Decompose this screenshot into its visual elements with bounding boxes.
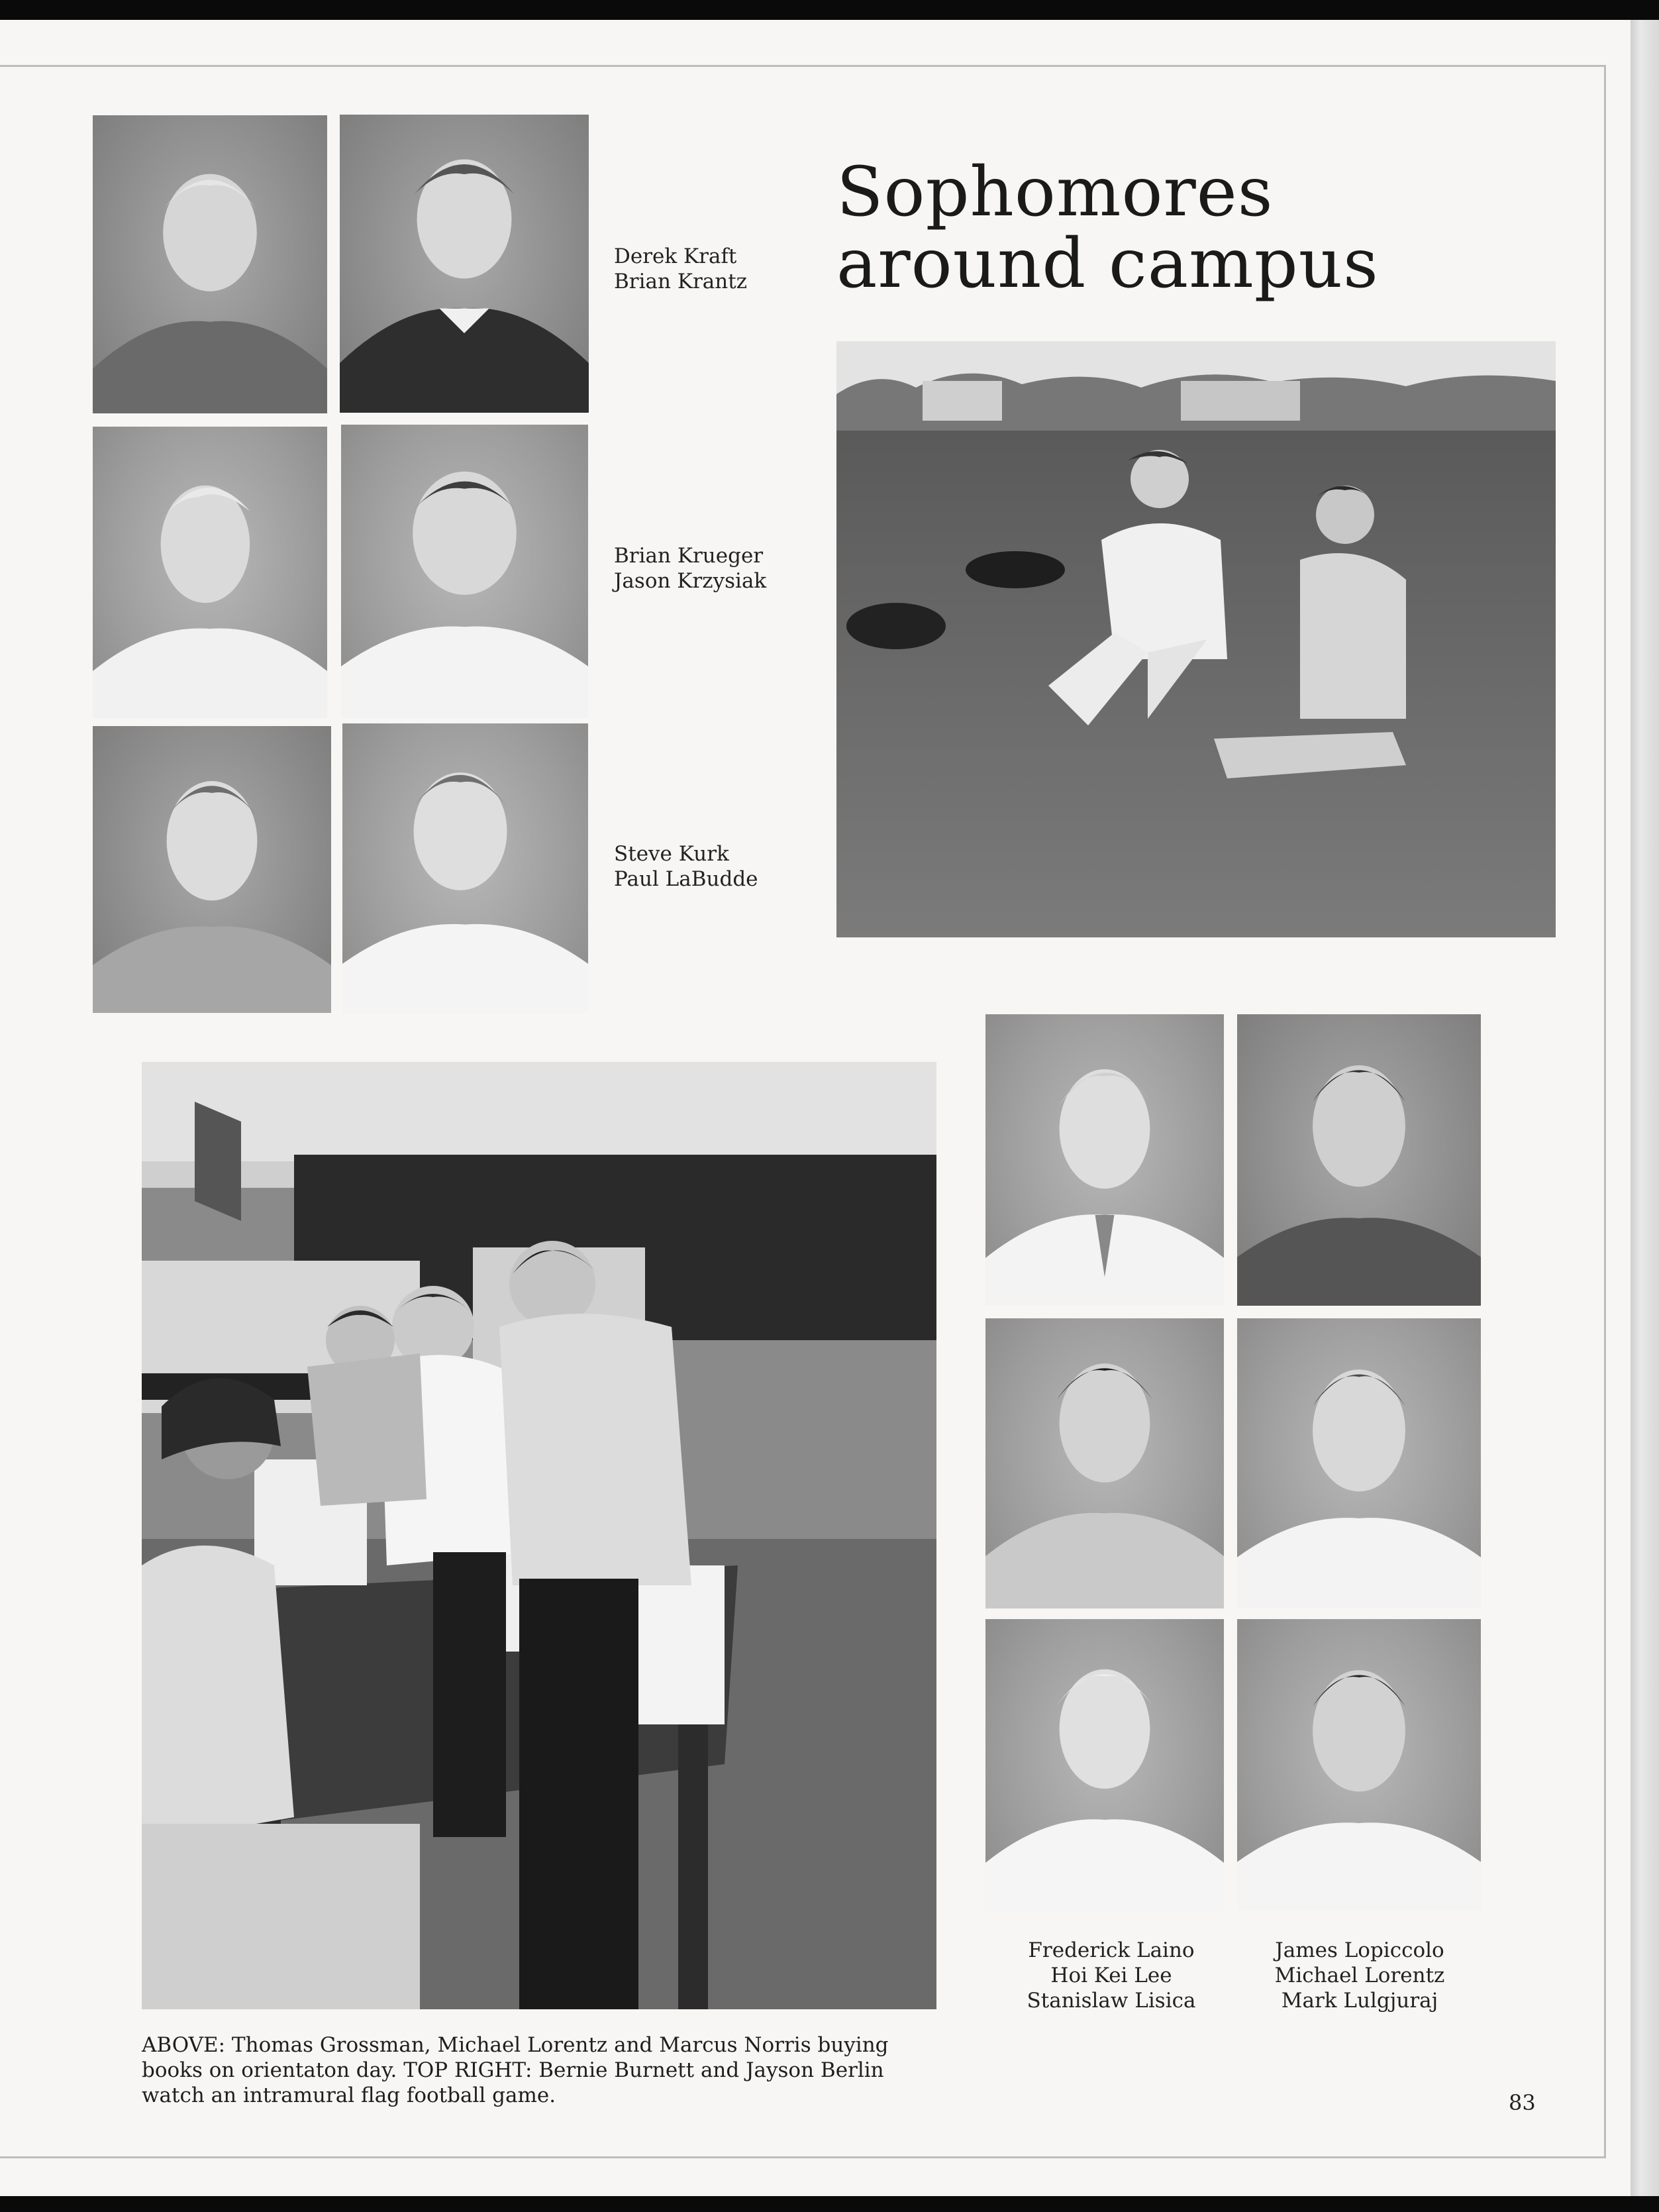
- portrait-photo: [1237, 1318, 1481, 1608]
- portrait-photo: [341, 425, 588, 718]
- page-number: 83: [1509, 2090, 1536, 2115]
- portrait-photo: [985, 1619, 1224, 1911]
- photo-caption: ABOVE: Thomas Grossman, Michael Lorentz and Marcus Norris buying books on orientaton day. TOP RIGHT: Bernie Burnett and Jayson Berlin watch an intramural flag football game.: [142, 2033, 889, 2107]
- portrait-names: James Lopiccolo Michael Lorentz Mark Lulgjuraj: [1274, 1938, 1445, 2013]
- portrait-photo: [1237, 1619, 1481, 1911]
- portrait-photo: [340, 115, 589, 413]
- portrait-names: Frederick Laino Hoi Kei Lee Stanislaw Lisica: [1027, 1938, 1196, 2013]
- portrait-photo: [93, 115, 327, 413]
- portrait-photo: [985, 1318, 1224, 1608]
- portrait-names: Derek Kraft Brian Krantz: [614, 244, 748, 293]
- title-line: around campus: [836, 224, 1379, 303]
- page-edge: [1631, 20, 1659, 2196]
- portrait-names: Brian Krueger Jason Krzysiak: [614, 544, 767, 593]
- page-border-top: [0, 65, 1606, 67]
- portrait-photo: [93, 427, 327, 718]
- portrait-names: Steve Kurk Paul LaBudde: [614, 842, 758, 891]
- bookstore-photo: [142, 1062, 936, 2009]
- portrait-photo: [342, 723, 588, 1013]
- page-title: [836, 152, 1379, 303]
- page-border-right: [1604, 65, 1606, 2158]
- page-border-bottom: [0, 2156, 1606, 2158]
- portrait-photo: [1237, 1014, 1481, 1306]
- title-line: Sophomores: [836, 152, 1274, 232]
- portrait-photo: [985, 1014, 1224, 1306]
- portrait-photo: [93, 726, 331, 1013]
- field-photo: [836, 341, 1556, 937]
